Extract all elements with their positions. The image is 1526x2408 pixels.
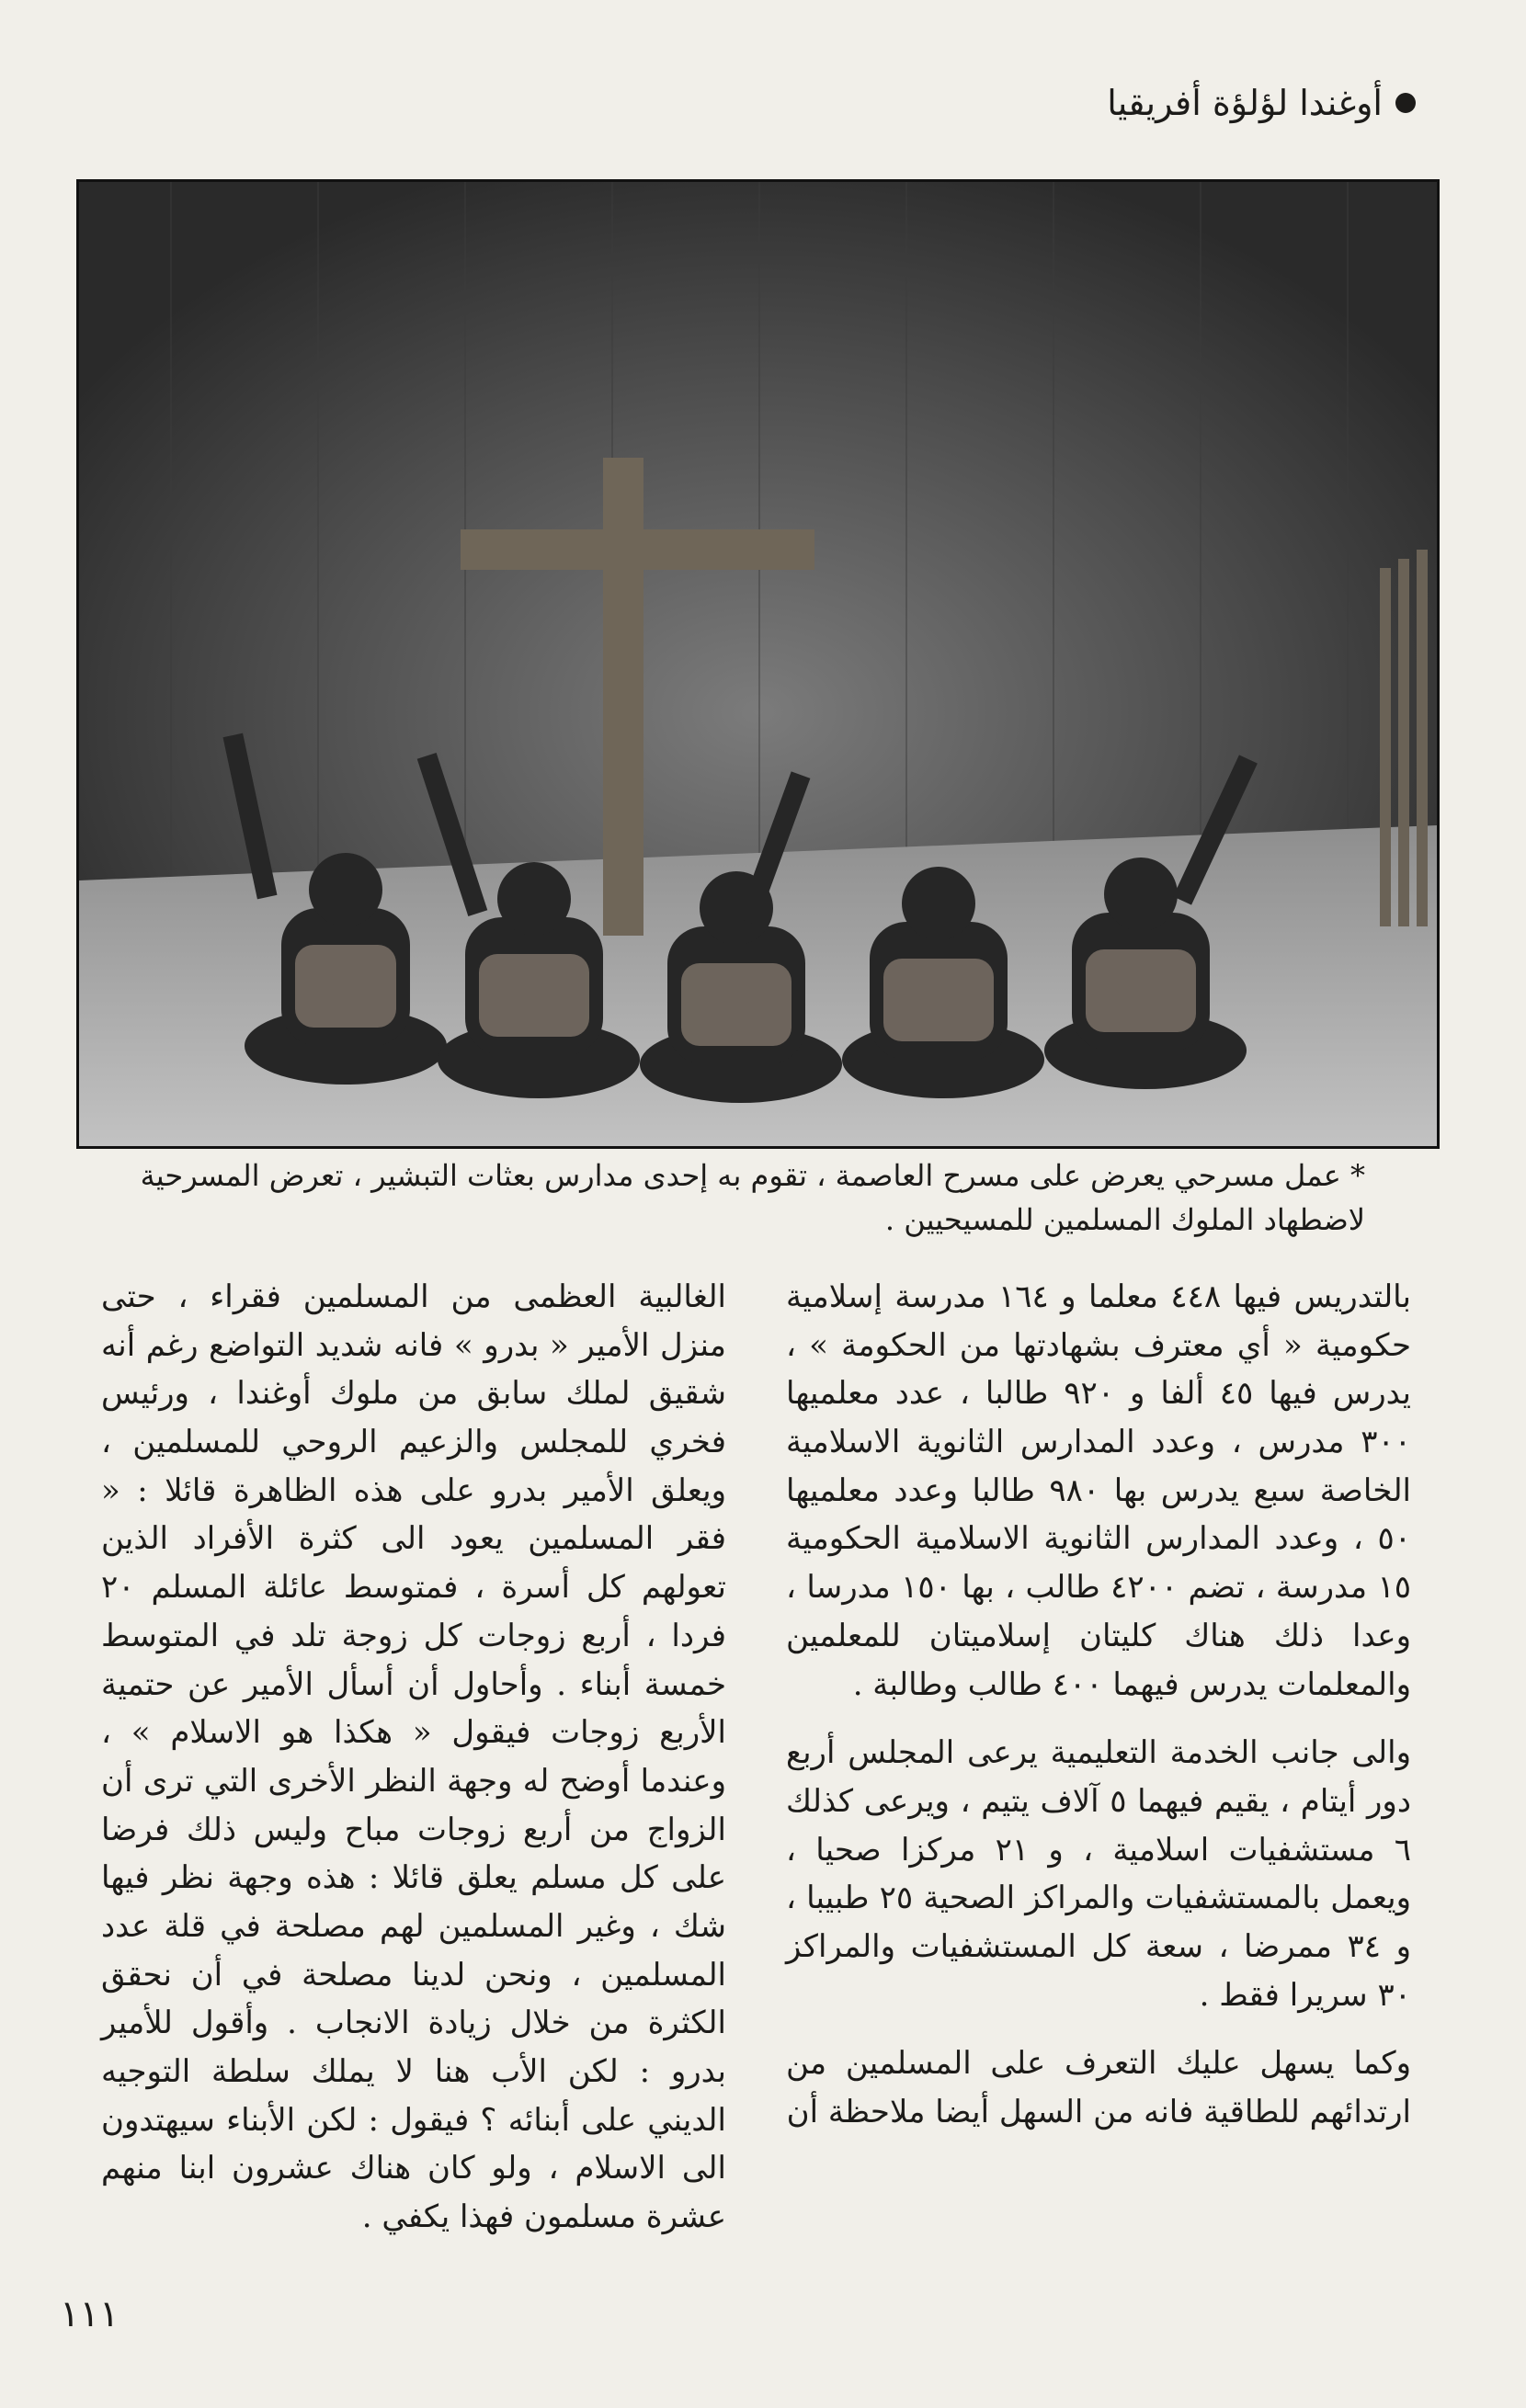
page-number: ١١١ <box>60 2293 120 2335</box>
paragraph: وكما يسهل عليك التعرف على المسلمين من ارتدائهم للطاقية فانه من السهل أيضا ملاحظة أن <box>786 2045 1411 2130</box>
paragraph: والى جانب الخدمة التعليمية يرعى المجلس أربع دور أيتام ، يقيم فيهما ٥ آلاف يتيم ، ويرعى كذلك ٦ مستشفيات اسلامية ، و ٢١ مركزا صحيا ، ويعمل بالمستشفيات والمراكز الصحية ٢٥ طبيبا ، و ٣٤ ممرضا ، سعة كل المستشفيات والمراكز ٣٠ سريرا فقط . <box>786 1734 1412 2014</box>
paragraph: بالتدريس فيها ٤٤٨ معلما و ١٦٤ مدرسة إسلامية حكومية « أي معترف بشهادتها من الحكومة » ، يدرس فيها ٤٥ ألفا و ٩٢٠ طالبا ، عدد معلميها ٣٠٠ مدرس ، وعدد المدارس الثانوية الاسلامية الخاصة سبع يدرس بها ٩٨٠ طالبا وعدد معلميها ٥٠ ، وعدد المدارس الثانوية الاسلامية الحكومية ١٥ مدرسة ، تضم ٤٢٠٠ طالب ، بها ١٥٠ مدرسا ، وعدا ذلك هناك كليتان إسلاميتان للمعلمين والمعلمات يدرس فيهما ٤٠٠ طالب وطالبة . <box>786 1278 1411 1703</box>
paragraph: الغالبية العظمى من المسلمين فقراء ، حتى منزل الأمير « بدرو » فانه شديد التواضع رغم أنه شقيق لملك سابق من ملوك أوغندا ، ورئيس فخري للمجلس والزعيم الروحي للمسلمين ، ويعلق الأمير بدرو على هذه الظاهرة قائلا : « فقر المسلمين يعود الى كثرة الأفراد الذين تعولهم كل أسرة ، فمتوسط عائلة المسلم ٢٠ فردا ، أربع زوجات كل زوجة تلد في المتوسط خمسة أبناء . وأحاول أن أسأل الأمير عن حتمية الأربع زوجات فيقول « هكذا هو الاسلام » ، وعندما أوضح له وجهة النظر الأخرى التي ترى أن الزواج من أربع زوجات مباح وليس ذلك فرضا على كل مسلم يعلق قائلا : هذه وجهة نظر فيها شك ، وغير المسلمين لهم مصلحة في قلة عدد المسلمين ، ونحن لدينا مصلحة في أن نحقق الكثرة من خلال زيادة الانجاب . وأقول للأمير بدرو : لكن الأب هنا لا يملك سلطة التوجيه الديني على أبنائه ؟ فيقول : لكن الأبناء سيهتدون الى الاسلام ، ولو كان هناك عشرون ابنا منهم عشرة مسلمون فهذا يكفي . <box>101 1278 726 2236</box>
caption-line: * عمل مسرحي يعرض على مسرح العاصمة ، تقوم به إحدى مدارس بعثات التبشير ، تعرض المسرحية <box>140 1158 1365 1193</box>
photo-caption <box>129 1153 1365 1242</box>
text-column-right <box>786 1273 1411 2157</box>
running-header-title: أوغندا لؤلؤة أفريقيا <box>1107 83 1383 123</box>
running-header <box>1107 83 1416 123</box>
text-column-left <box>101 1273 726 2262</box>
caption-line: لاضطهاد الملوك المسلمين للمسيحيين . <box>884 1202 1365 1237</box>
stage-photograph <box>76 179 1440 1149</box>
header-bullet-icon <box>1395 93 1416 113</box>
photo-icon <box>79 182 1437 1146</box>
